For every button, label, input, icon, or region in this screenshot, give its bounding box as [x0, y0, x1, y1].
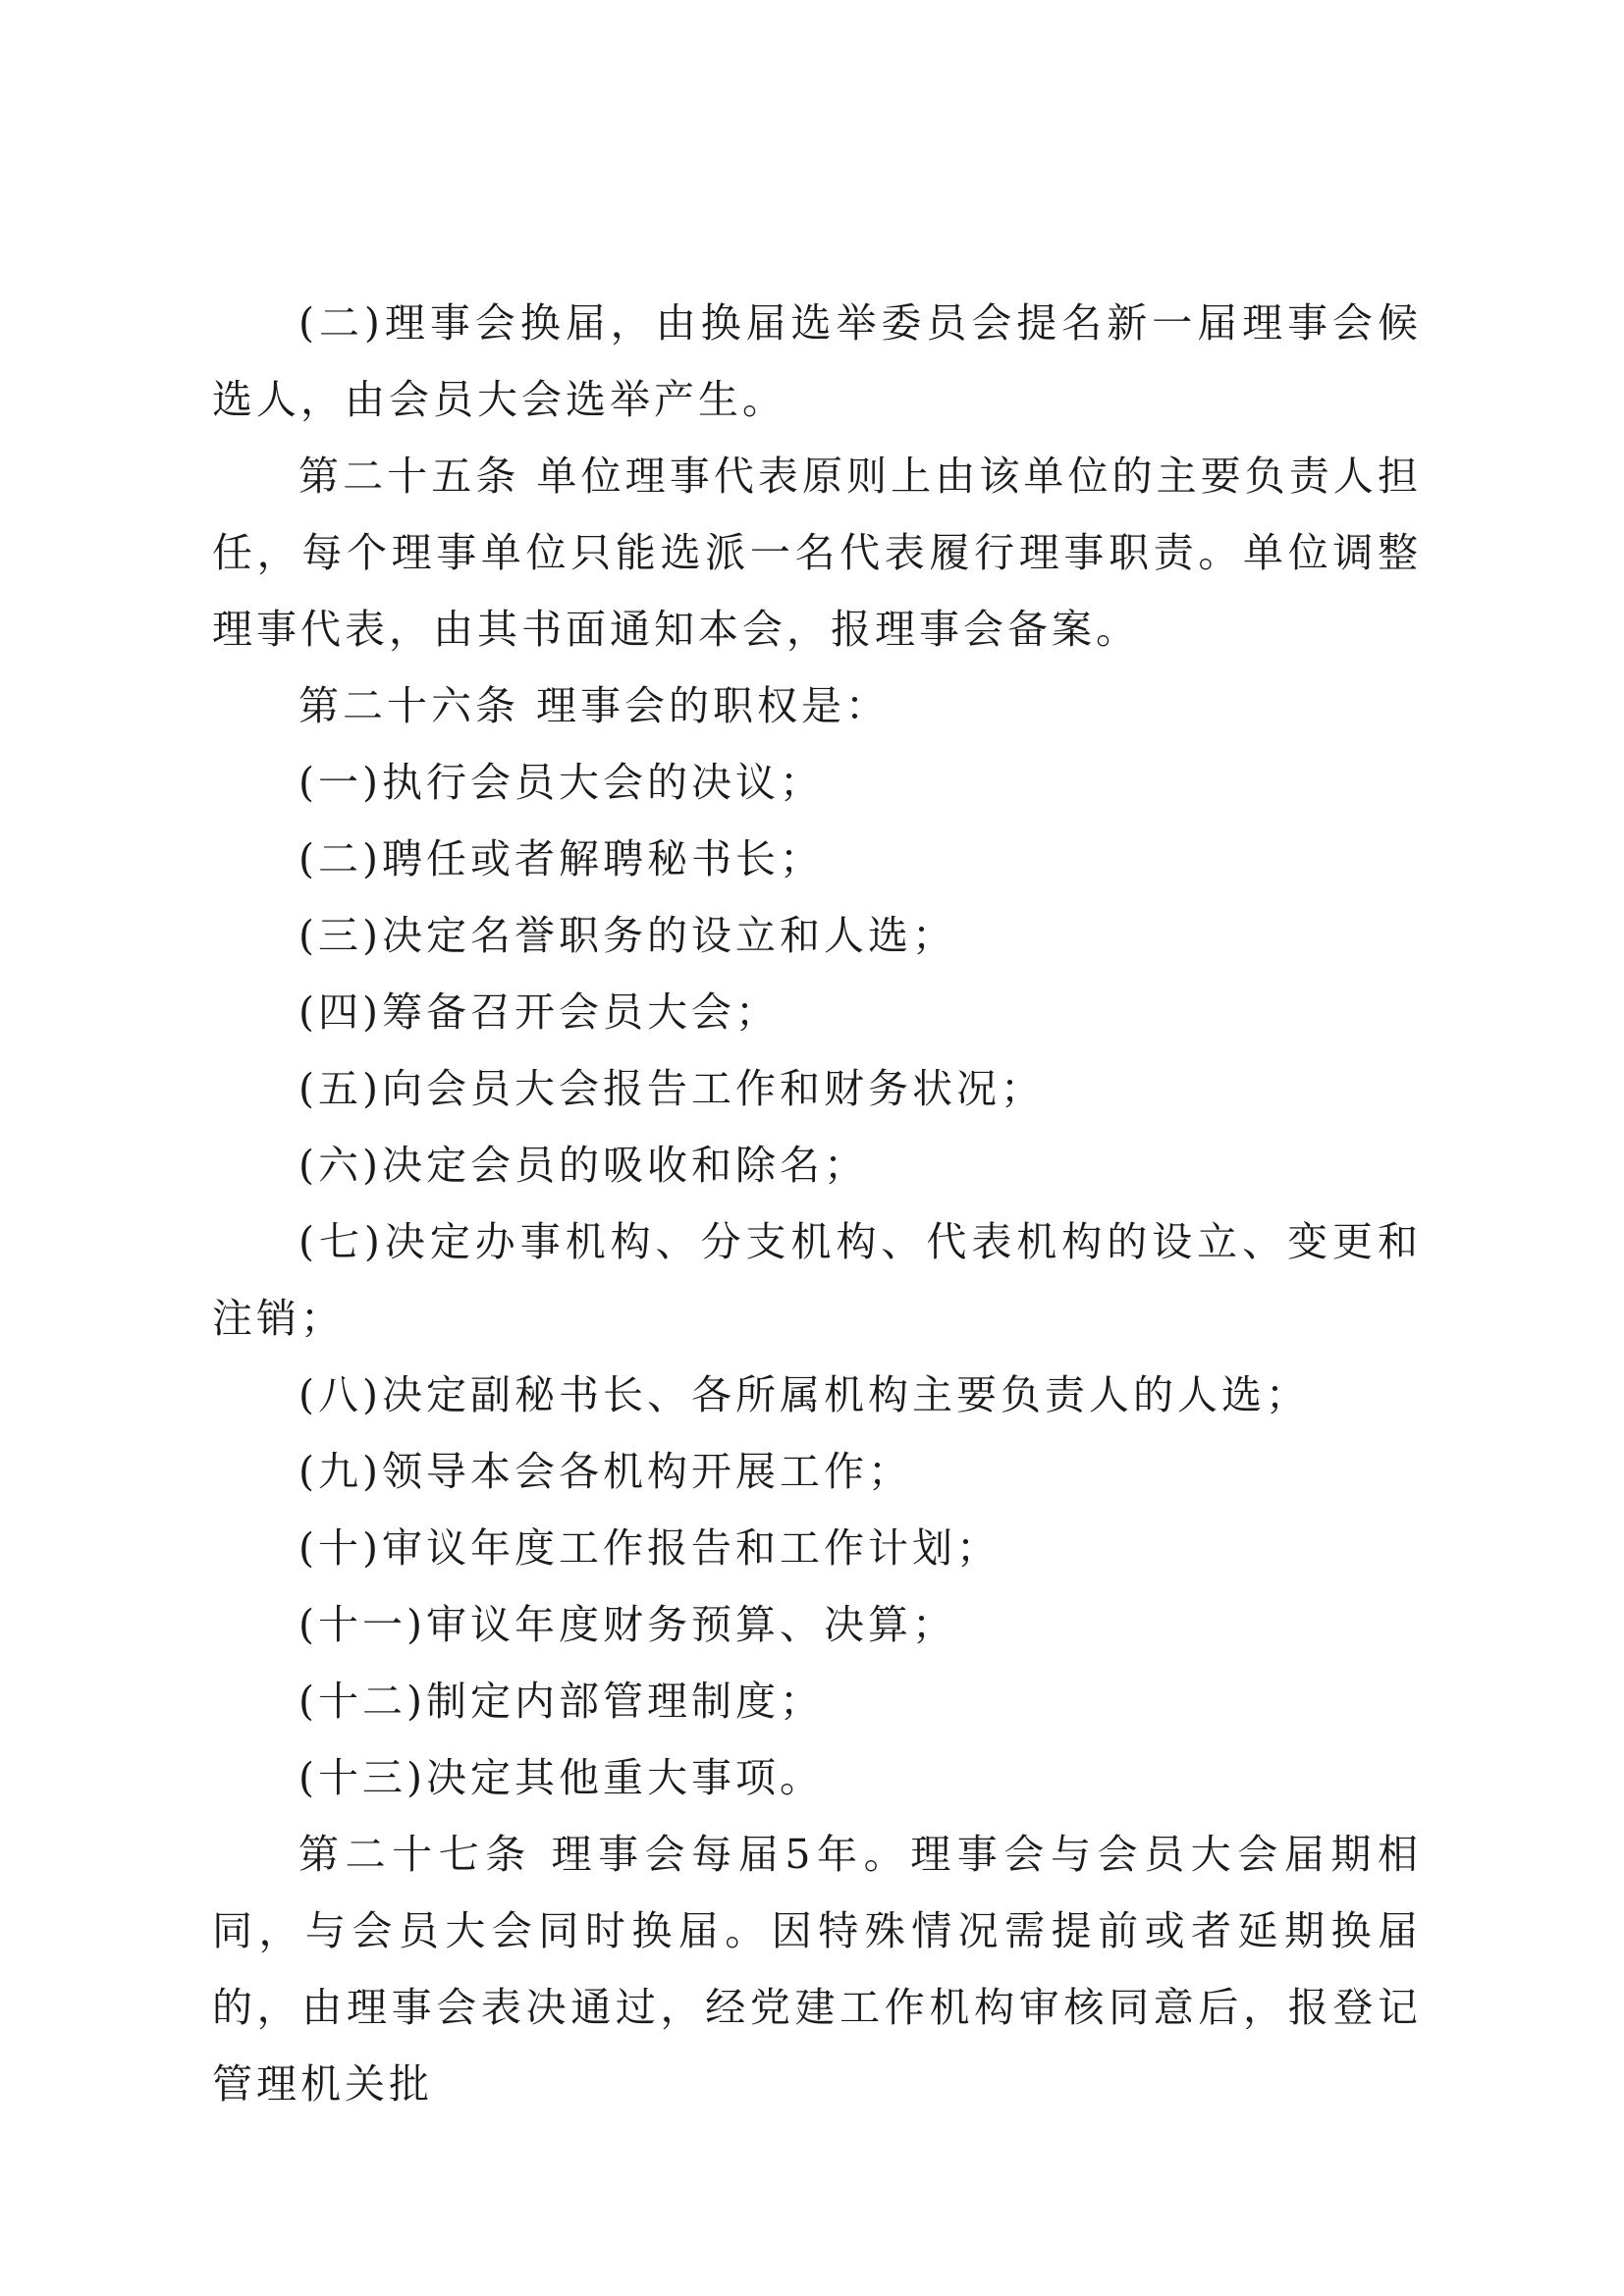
paragraph-article-25: 第二十五条 单位理事代表原则上由该单位的主要负责人担任，每个理事单位只能选派一名代表履行理事职责。单位调整理事代表，由其书面通知本会，报理事会备案。	[212, 453, 1422, 653]
list-item-duty-4: (四)筹备召开会员大会；	[298, 988, 780, 1036]
list-item-duty-3: (三)决定名誉职务的设立和人选；	[298, 912, 956, 959]
list-item-duty-13: (十三)决定其他重大事项。	[298, 1754, 824, 1801]
paragraph-article-27: 第二十七条 理事会每届5年。理事会与会员大会届期相同，与会员大会同时换届。因特殊情况需提前或者延期换届的，由理事会表决通过，经党建工作机构审核同意后，报登记管理机关批	[212, 1831, 1422, 2108]
list-item-duty-11: (十一)审议年度财务预算、决算；	[298, 1601, 956, 1648]
list-item-duty-6: (六)决定会员的吸收和除名；	[298, 1142, 868, 1189]
paragraph-election-item-2: (二)理事会换届，由换届选举委员会提名新一届理事会候选人，由会员大会选举产生。	[212, 299, 1422, 423]
list-item-duty-9: (九)领导本会各机构开展工作；	[298, 1448, 912, 1495]
paragraph-article-26-heading: 第二十六条 理事会的职权是：	[298, 682, 891, 729]
list-item-duty-10: (十)审议年度工作报告和工作计划；	[298, 1524, 1001, 1572]
list-item-duty-7: (七)决定办事机构、分支机构、代表机构的设立、变更和注销；	[212, 1218, 1422, 1342]
list-item-duty-1: (一)执行会员大会的决议；	[298, 759, 824, 806]
list-item-duty-12: (十二)制定内部管理制度；	[298, 1678, 824, 1725]
document-body	[212, 285, 1422, 2122]
list-item-duty-2: (二)聘任或者解聘秘书长；	[298, 835, 824, 882]
list-item-duty-8: (八)决定副秘书长、各所属机构主要负责人的人选；	[298, 1371, 1310, 1418]
list-item-duty-5: (五)向会员大会报告工作和财务状况；	[298, 1065, 1045, 1112]
